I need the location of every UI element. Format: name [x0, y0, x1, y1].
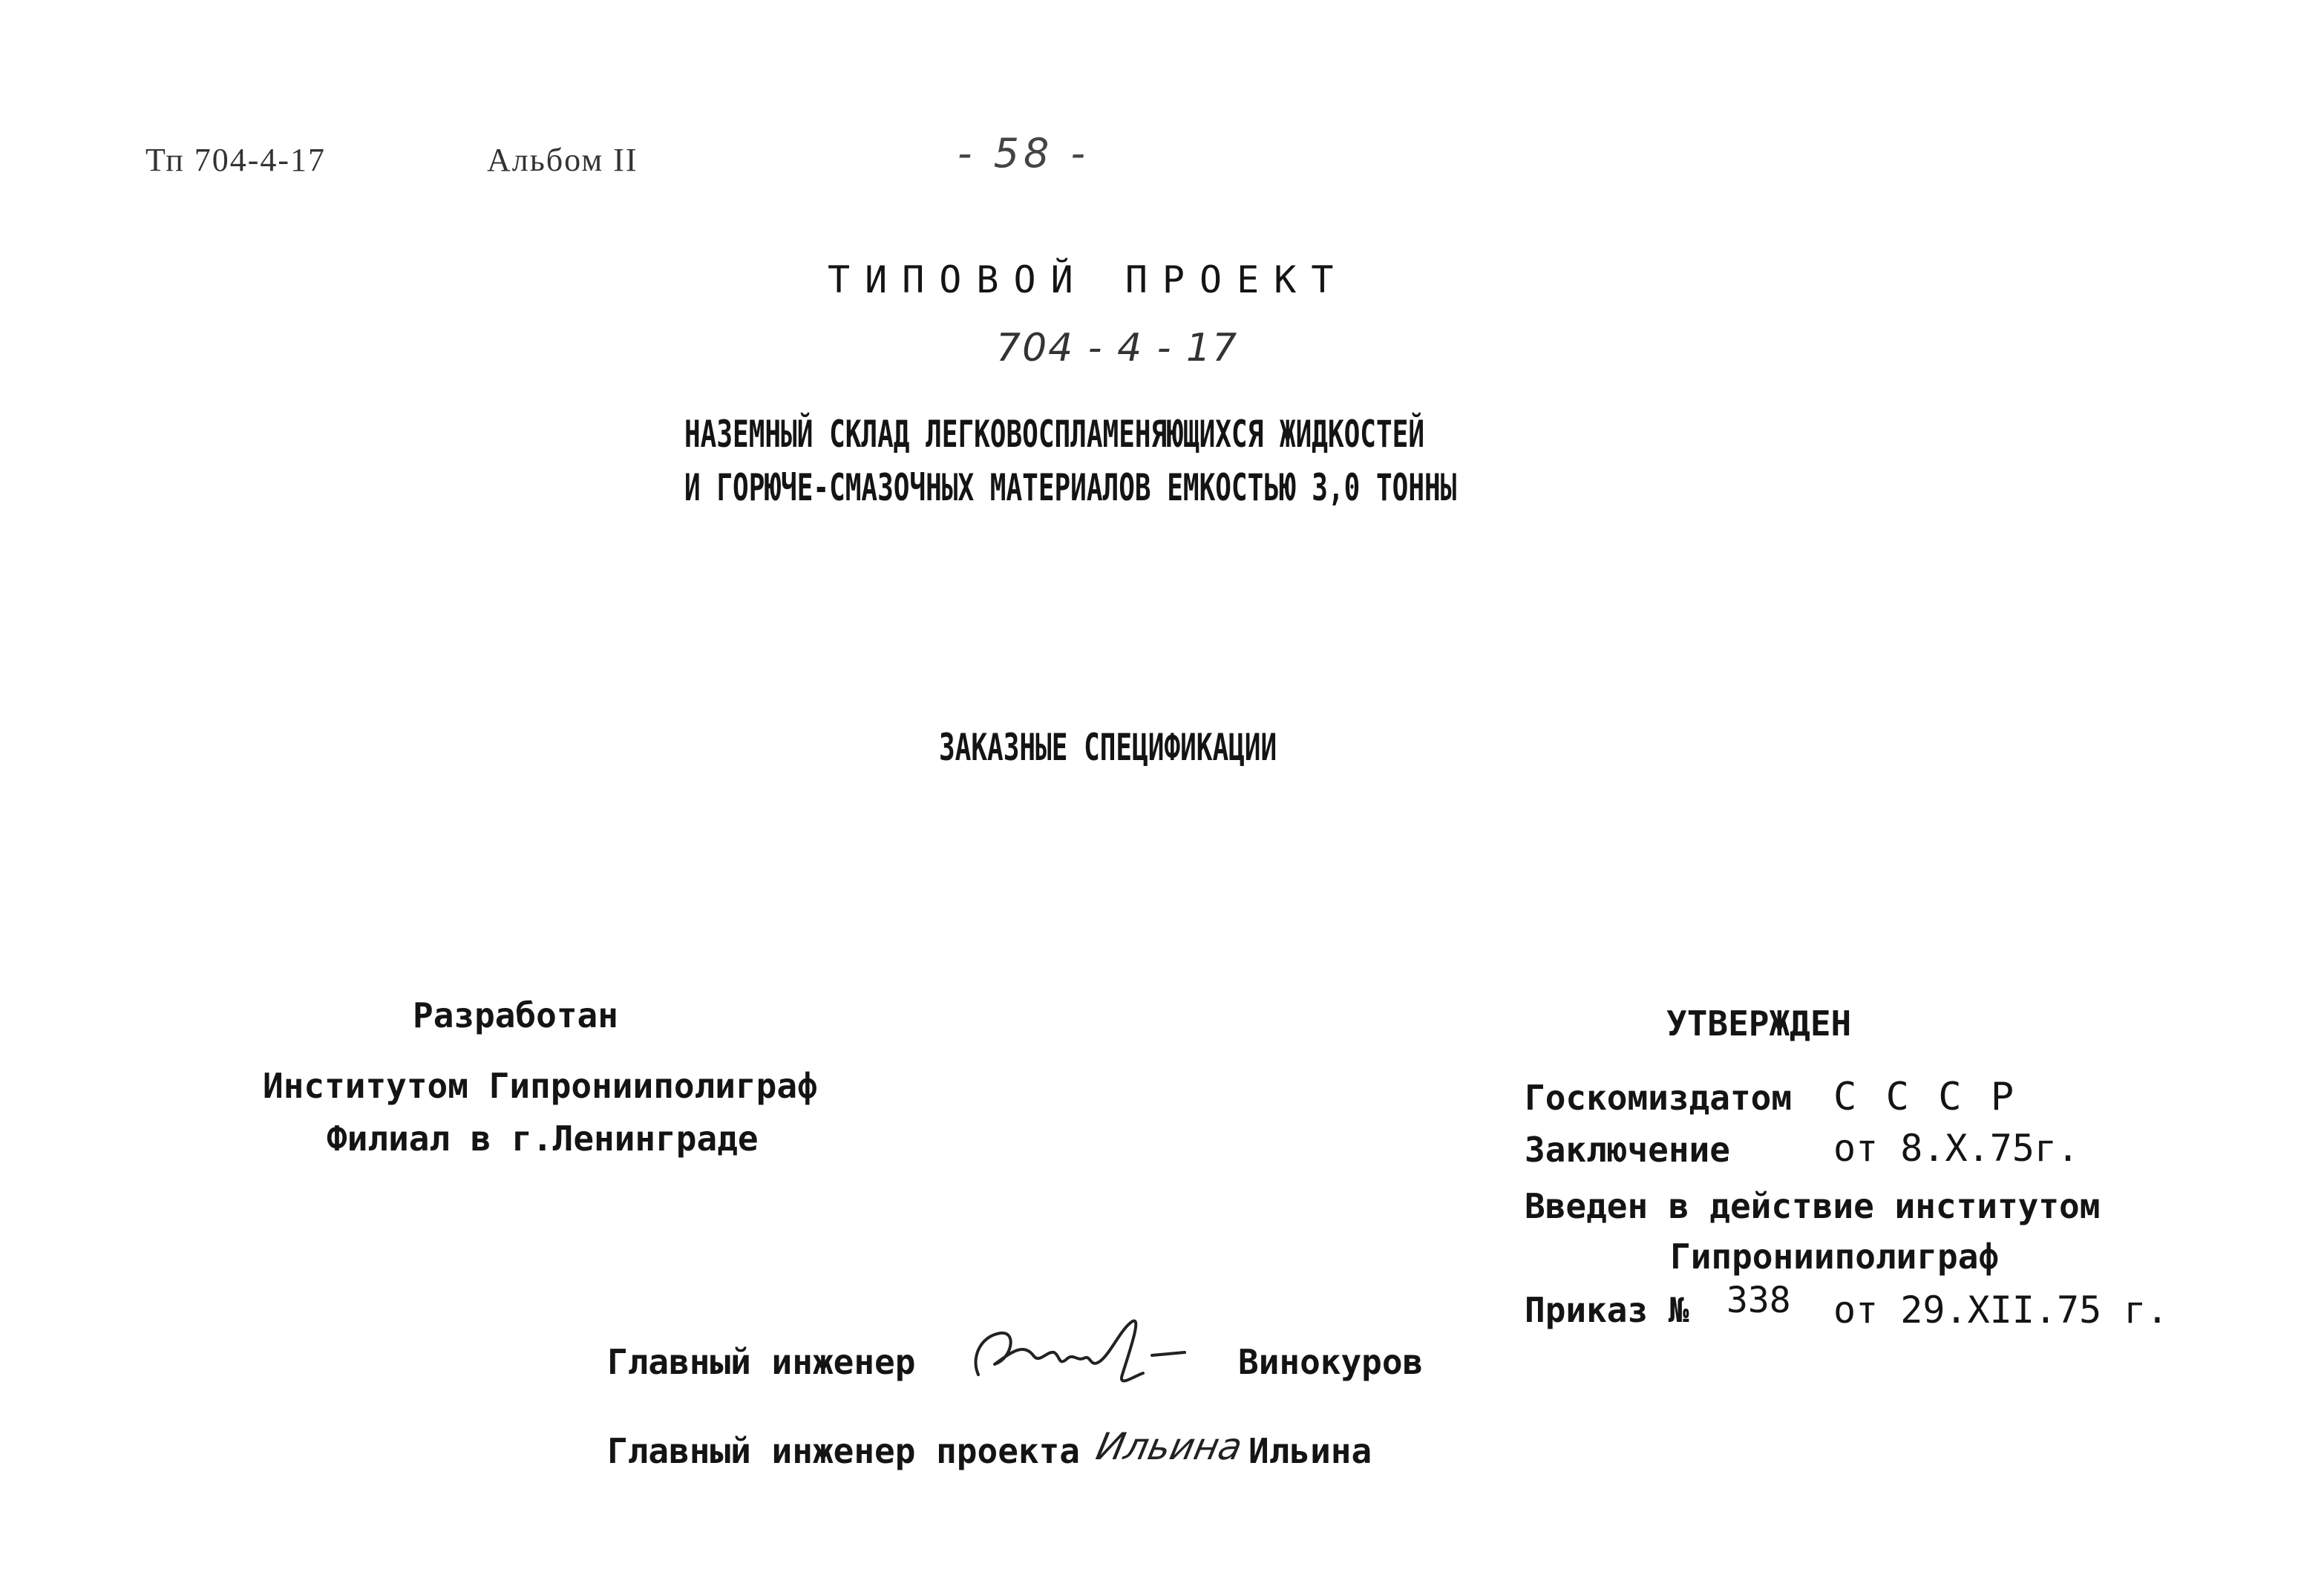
approved-label: УТВЕРЖДЕН: [1666, 1004, 1852, 1044]
enacted-line1: Введен в действие институтом: [1525, 1186, 2101, 1226]
section-title: ЗАКАЗНЫЕ СПЕЦИФИКАЦИИ: [939, 726, 1277, 769]
conclusion-label: Заключение: [1525, 1130, 1730, 1170]
series-code: Тп 704-4-17: [145, 142, 327, 178]
album-label: Альбом II: [487, 142, 638, 178]
chief-engineer-name: Винокуров: [1238, 1342, 1424, 1382]
page-number: - 58 -: [958, 130, 1090, 177]
enacted-line2: Гипронииполиграф: [1670, 1237, 2000, 1277]
project-name-line1: НАЗЕМНЫЙ СКЛАД ЛЕГКОВОСПЛАМЕНЯЮЩИХСЯ ЖИДКОСТЕЙ: [684, 413, 1424, 456]
chief-engineer-signature: [965, 1306, 1188, 1395]
project-number: 704 - 4 - 17: [996, 326, 1239, 370]
approved-authority-value: С С С Р: [1833, 1075, 2017, 1119]
approved-authority-label: Госкомиздатом: [1525, 1078, 1793, 1118]
order-label: Приказ №: [1525, 1290, 1689, 1330]
doc-type-title: ТИПОВОЙ ПРОЕКТ: [828, 258, 1349, 301]
developed-branch: Филиал в г.Ленинграде: [327, 1119, 759, 1159]
project-engineer-name: Ильина: [1248, 1431, 1372, 1471]
project-engineer-label: Главный инженер проекта: [607, 1431, 1080, 1471]
chief-engineer-label: Главный инженер: [607, 1342, 916, 1382]
order-date: от 29.ХII.75 г.: [1833, 1289, 2169, 1332]
order-number: 338: [1726, 1280, 1791, 1321]
project-name-line2: И ГОРЮЧЕ-СМАЗОЧНЫХ МАТЕРИАЛОВ ЕМКОСТЬЮ 3,0 ТОННЫ: [684, 466, 1457, 509]
project-engineer-signature: Ильина: [1092, 1425, 1246, 1468]
conclusion-date: от 8.Х.75г.: [1833, 1127, 2080, 1170]
developed-label: Разработан: [413, 995, 618, 1035]
developed-institute: Институтом Гипронииполиграф: [263, 1066, 818, 1106]
